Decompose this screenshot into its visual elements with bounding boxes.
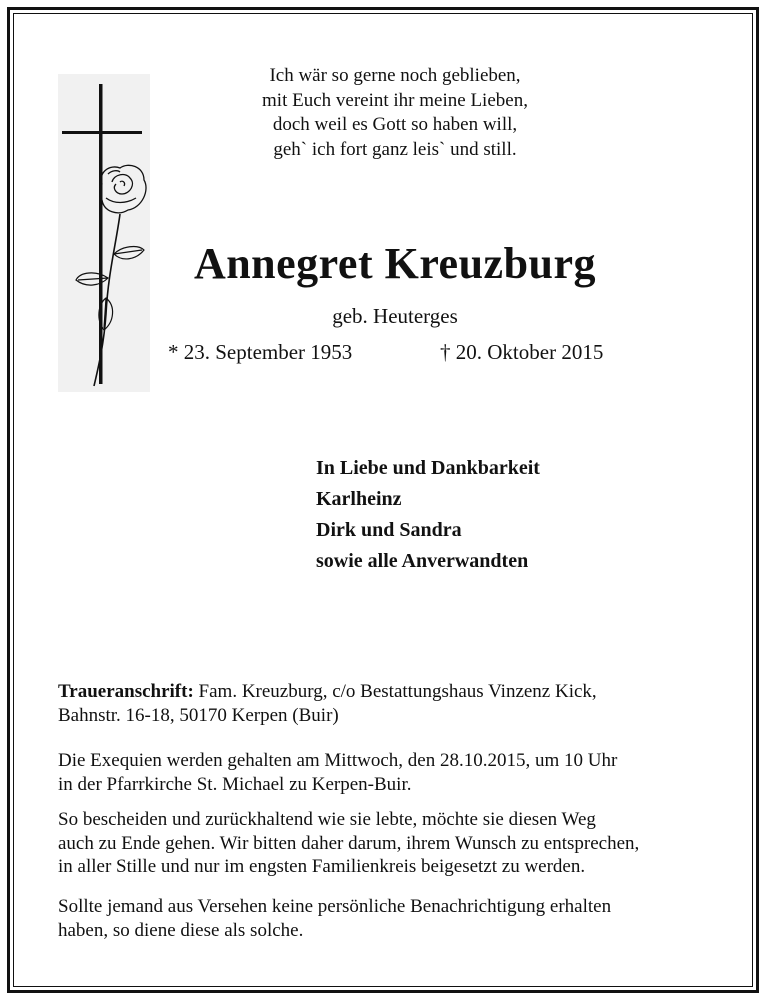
notice-note-line: haben, so diene diese als solche.	[58, 919, 304, 941]
mourner-name: sowie alle Anverwandten	[316, 550, 529, 572]
cross-with-rose-icon	[58, 74, 150, 392]
address-line: Bahnstr. 16-18, 50170 Kerpen (Buir)	[58, 704, 339, 726]
mourning-address	[58, 680, 597, 727]
memorial-poem	[200, 64, 590, 162]
service-line: in der Pfarrkirche St. Michael zu Kerpen-Buir.	[58, 773, 412, 795]
burial-note-line: in aller Stille und nur im engsten Familienkreis beigesetzt zu werden.	[58, 856, 586, 877]
poem-line: Ich wär so gerne noch geblieben,	[269, 65, 521, 86]
poem-line: mit Euch vereint ihr meine Lieben,	[262, 89, 528, 111]
deceased-name: Annegret Kreuzburg	[193, 239, 597, 288]
mourners-intro: In Liebe und Dankbarkeit	[316, 457, 540, 479]
notice-note-line: Sollte jemand aus Versehen keine persönliche Benachrichtigung erhalten	[58, 896, 612, 917]
service-line: Die Exequien werden gehalten am Mittwoch, den 28.10.2015, um 10 Uhr	[58, 750, 618, 771]
notice-note	[58, 895, 611, 942]
mourners-list	[316, 453, 540, 577]
poem-line: doch weil es Gott so haben will,	[272, 114, 518, 135]
mourner-name: Karlheinz	[316, 488, 402, 510]
burial-note-line: auch zu Ende gehen. Wir bitten daher darum, ihrem Wunsch zu entsprechen,	[58, 832, 640, 854]
maiden-name: geb. Heuterges	[332, 304, 458, 328]
burial-note-line: So bescheiden und zurückhaltend wie sie lebte, möchte sie diesen Weg	[58, 809, 596, 830]
mourner-name: Dirk und Sandra	[316, 519, 462, 541]
birth-date: * 23. September 1953	[168, 340, 353, 364]
address-line: Fam. Kreuzburg, c/o Bestattungshaus Vinzenz Kick,	[198, 681, 597, 702]
address-label: Traueranschrift:	[58, 681, 194, 702]
poem-line: geh` ich fort ganz leis` und still.	[273, 138, 517, 160]
service-info	[58, 749, 617, 796]
burial-note	[58, 808, 639, 879]
death-date: † 20. Oktober 2015	[440, 340, 604, 364]
